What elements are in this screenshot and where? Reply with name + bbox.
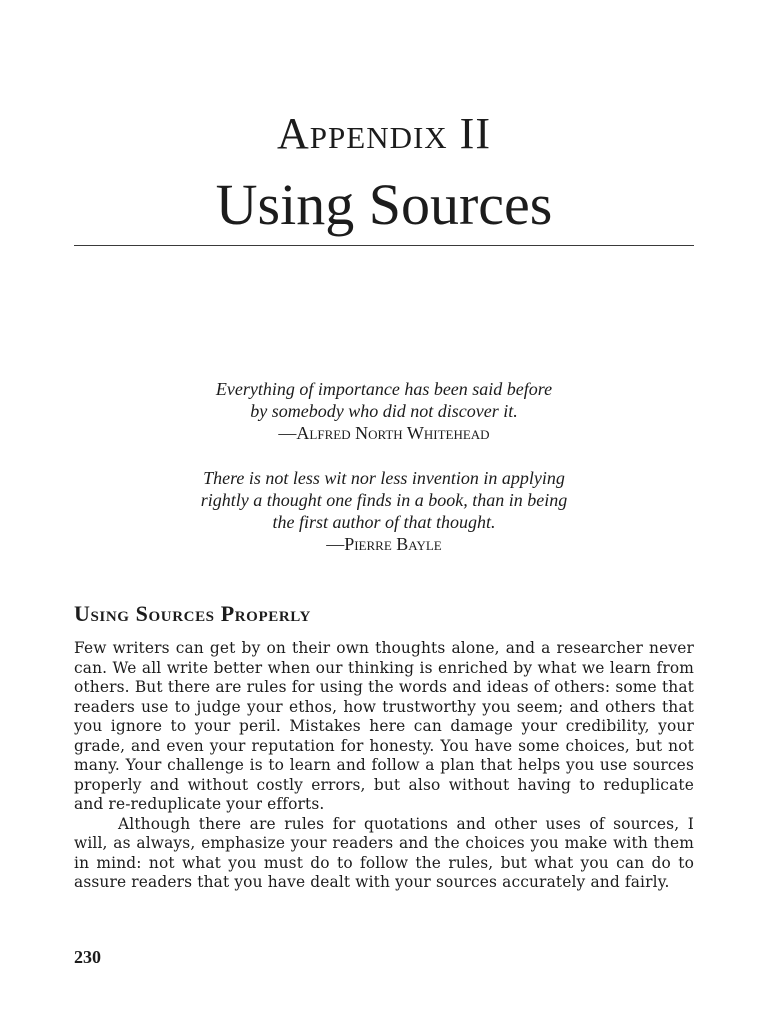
epigraph-line: Everything of importance has been said before: [215, 379, 553, 399]
epigraph-attribution: —Pierre Bayle: [326, 534, 442, 554]
appendix-label: Appendix II: [277, 109, 491, 158]
epigraph-bayle: [74, 467, 694, 555]
epigraph-line: the first author of that thought.: [272, 512, 496, 532]
body-paragraph: Few writers can get by on their own thoughts alone, and a researcher never can. We all write better when our thinking is enriched by what we learn from others. But there are rules for using the words and ideas of others: some that readers use to judge your ethos, how trustworthy you seem; and others that you ignore to your peril. Mistakes here can damage your credibility, your grade, and even your reputation for honesty. You have some choices, but not many. Your challenge is to learn and follow a plan that helps you use sources properly and without costly errors, but also without having to reduplicate and re-reduplicate your efforts.: [74, 639, 694, 813]
section-heading: Using Sources Properly: [74, 601, 311, 626]
chapter-title: Using Sources: [215, 172, 553, 237]
page-number: 230: [74, 947, 101, 967]
title-divider: [74, 245, 694, 246]
epigraph-line: by somebody who did not discover it.: [250, 401, 518, 421]
body-paragraph: Although there are rules for quotations and other uses of sources, I will, as always, emphasize your readers and the choices you make with them in mind: not what you must do to follow the rules, but what you can do to assure readers that you have dealt with your sources accurately and fairly.: [74, 814, 694, 891]
body-text: [74, 639, 694, 893]
epigraph-line: rightly a thought one finds in a book, than in being: [200, 490, 568, 510]
epigraph-whitehead: [74, 378, 694, 444]
epigraph-attribution: —Alfred North Whitehead: [278, 423, 490, 443]
epigraph-line: There is not less wit nor less invention in applying: [203, 468, 565, 488]
